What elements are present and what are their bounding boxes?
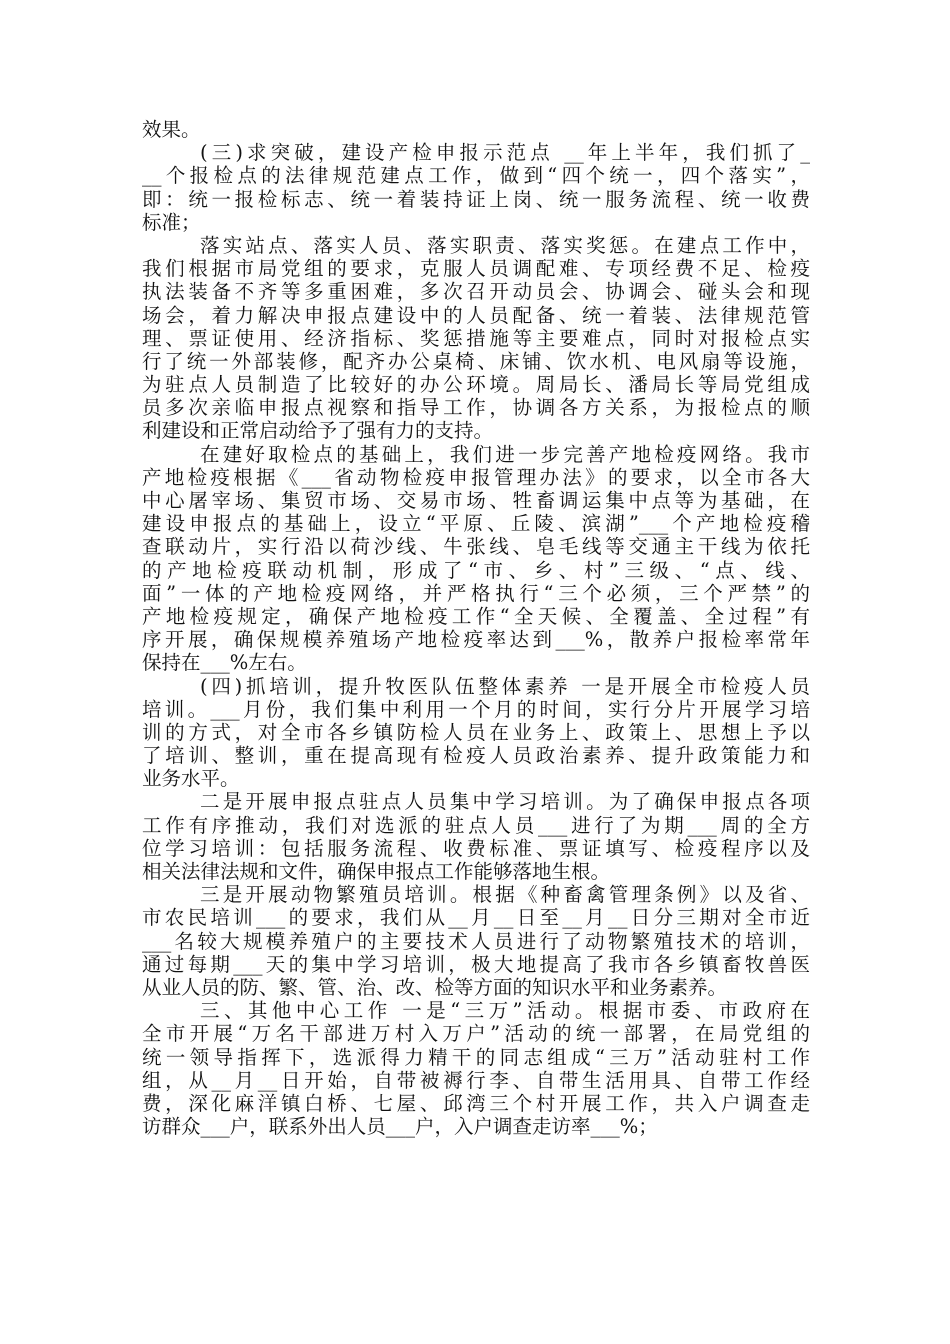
text-line: 员多次亲临申报点视察和指导工作，协调各方关系，为报检点的顺 bbox=[142, 396, 810, 420]
text-line: 三、其他中心工作 一是“三万”活动。根据市委、市政府在 bbox=[200, 999, 810, 1023]
text-line: 费，深化麻洋镇白桥、七屋、邱湾三个村开展工作，共入户调查走 bbox=[142, 1091, 810, 1115]
text-line: 中心屠宰场、集贸市场、交易市场、牲畜调运集中点等为基础，在 bbox=[142, 489, 810, 512]
text-line: 序开展，确保规模养殖场产地检疫率达到___%，散养户报检率常年 bbox=[142, 628, 810, 652]
text-line: 三是开展动物繁殖员培训。根据《种畜禽管理条例》以及省、 bbox=[200, 883, 810, 907]
document-body bbox=[142, 118, 810, 1138]
text-line: (四)抓培训，提升牧医队伍整体素养 一是开展全市检疫人员 bbox=[200, 674, 810, 698]
text-line: 培训。___月份，我们集中利用一个月的时间，实行分片开展学习培 bbox=[142, 697, 810, 721]
text-line: 即：统一报检标志、统一着装持证上岗、统一服务流程、统一收费 bbox=[142, 187, 810, 211]
text-line: 产地检疫根据《___省动物检疫申报管理办法》的要求，以全市各大 bbox=[142, 465, 810, 489]
text-line: 全市开展“万名干部进万村入万户”活动的统一部署，在局党组的 bbox=[142, 1022, 810, 1046]
text-line: 理、票证使用、经济指标、奖惩措施等主要难点，同时对报检点实 bbox=[142, 326, 810, 350]
text-line: 我们根据市局党组的要求，克服人员调配难、专项经费不足、检疫 bbox=[142, 257, 810, 281]
text-line: 市农民培训___的要求，我们从__月__日至__月__日分三期对全市近 bbox=[142, 906, 810, 930]
text-line: 通过每期___天的集中学习培训，极大地提高了我市各乡镇畜牧兽医 bbox=[142, 952, 810, 976]
text-line: 查联动片，实行沿以荷沙线、牛张线、皂毛线等交通主干线为依托 bbox=[142, 535, 810, 559]
text-line: 统一领导指挥下，选派得力精干的同志组成“三万”活动驻村工作 bbox=[142, 1045, 810, 1069]
text-line: 从业人员的防、繁、管、治、改、检等方面的知识水平和业务素养。 bbox=[142, 975, 728, 999]
text-line: 训的方式，对全市各乡镇防检人员在业务上、政策上、思想上予以 bbox=[142, 720, 810, 744]
text-line: ___名较大规模养殖户的主要技术人员进行了动物繁殖技术的培训， bbox=[142, 929, 810, 953]
text-line: 场会，着力解决申报点建设中的人员配备、统一着装、法律规范管 bbox=[142, 303, 810, 327]
text-line: 访群众___户，联系外出人员___户，入户调查走访率___%； bbox=[142, 1115, 658, 1139]
text-line: 利建设和正常启动给予了强有力的支持。 bbox=[142, 419, 494, 443]
text-line: 产地检疫规定，确保产地检疫工作“全天候、全覆盖、全过程”有 bbox=[142, 604, 810, 628]
text-line: 业务水平。 bbox=[142, 767, 240, 791]
text-line: 保持在___%左右。 bbox=[142, 651, 307, 675]
text-line: 组，从__月__日开始，自带被褥行李、自带生活用具、自带工作经 bbox=[142, 1068, 810, 1092]
text-line: 位学习培训：包括服务流程、收费标准、票证填写、检疫程序以及 bbox=[142, 836, 810, 860]
text-line: 为驻点人员制造了比较好的办公环境。周局长、潘局长等局党组成 bbox=[142, 373, 810, 397]
text-line: (三)求突破，建设产检申报示范点 __年上半年，我们抓了_ bbox=[200, 141, 810, 165]
text-line: 相关法律法规和文件，确保申报点工作能够落地生根。 bbox=[142, 860, 611, 883]
text-line: 的产地检疫联动机制，形成了“市、乡、村”三级、“点、线、 bbox=[142, 558, 810, 582]
text-line: 效果。 bbox=[142, 118, 201, 141]
text-line: 工作有序推动，我们对选派的驻点人员___进行了为期___周的全方 bbox=[142, 813, 810, 837]
text-line: 建设申报点的基础上，设立“平原、丘陵、滨湖”___个产地检疫稽 bbox=[142, 512, 810, 536]
text-line: 在建好取检点的基础上，我们进一步完善产地检疫网络。我市 bbox=[200, 442, 810, 466]
text-line: 面”一体的产地检疫网络，并严格执行“三个必须，三个严禁”的 bbox=[142, 581, 810, 605]
text-line: 二是开展申报点驻点人员集中学习培训。为了确保申报点各项 bbox=[200, 790, 810, 814]
text-line: 执法装备不齐等多重困难，多次召开动员会、协调会、碰头会和现 bbox=[142, 280, 810, 304]
text-line: 了培训、整训，重在提高现有检疫人员政治素养、提升政策能力和 bbox=[142, 744, 810, 768]
text-line: __个报检点的法律规范建点工作，做到“四个统一，四个落实”， bbox=[142, 164, 810, 188]
text-line: 标准； bbox=[142, 210, 201, 234]
text-line: 行了统一外部装修，配齐办公桌椅、床铺、饮水机、电风扇等设施， bbox=[142, 349, 810, 373]
text-line: 落实站点、落实人员、落实职责、落实奖惩。在建点工作中， bbox=[200, 233, 810, 257]
